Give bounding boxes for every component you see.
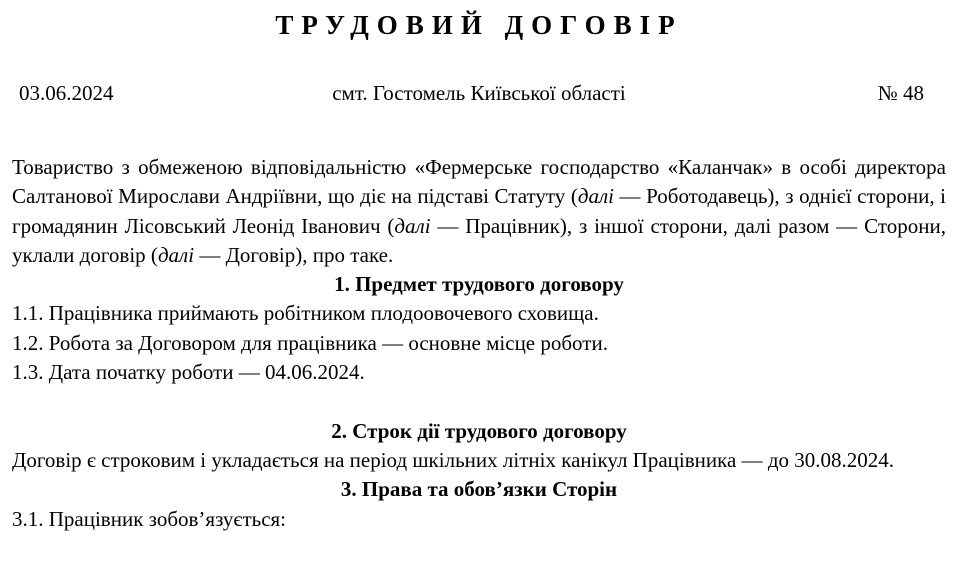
document-meta-row xyxy=(12,79,946,107)
preamble-text-4: — Договір), про таке. xyxy=(194,242,394,267)
section-2-heading: 2. Строк дії трудового договору xyxy=(331,418,627,443)
document-date: 03.06.2024 xyxy=(19,81,114,105)
preamble-text-3: — Працівник), з іншої сторони, далі разом — Сторони, уклали договір ( xyxy=(12,213,946,267)
preamble-dali-1: далі xyxy=(577,184,614,209)
section-1-heading: 1. Предмет трудового договору xyxy=(334,272,624,297)
preamble-paragraph xyxy=(12,153,946,270)
section-spacer xyxy=(12,387,946,416)
document-body xyxy=(12,153,946,534)
section-1-item-3: 1.3. Дата початку роботи — 04.06.2024. xyxy=(12,360,365,385)
preamble-dali-2: далі xyxy=(394,213,431,238)
document-title: ТРУДОВИЙ ДОГОВІР xyxy=(275,10,683,40)
preamble-text-1: Товариство з обмеженою відповідальністю «Фермерське господарство «Каланчак» в особі директора Салтанової Мирослави Андріївни, що діє на підставі Статуту ( xyxy=(12,155,946,209)
section-1-item-2: 1.2. Робота за Договором для працівника — основне місце роботи. xyxy=(12,330,608,355)
document-number: № 48 xyxy=(877,81,924,105)
section-3-item-1: 3.1. Працівник зобов’язується: xyxy=(12,506,287,531)
section-3-heading: 3. Права та обов’язки Сторін xyxy=(340,477,618,502)
preamble-text-2: — Роботодавець), з однієї сторони, і громадянин Лісовський Леонід Іванович ( xyxy=(12,184,946,238)
document-place: смт. Гостомель Київської області xyxy=(332,81,626,105)
section-1-item-1: 1.1. Працівника приймають робітником плодоовочевого сховища. xyxy=(12,301,599,326)
preamble-dali-3: далі xyxy=(157,242,195,267)
section-2-text: Договір є строковим і укладається на період шкільних літніх канікул Працівника — до 30.08.2024. xyxy=(12,447,895,472)
